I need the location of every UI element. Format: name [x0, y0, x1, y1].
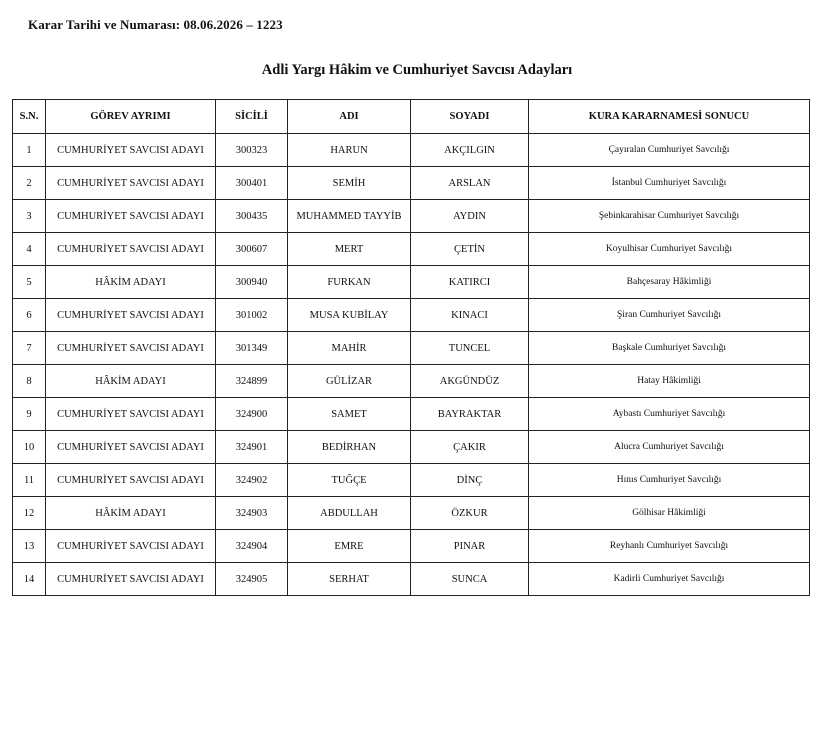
column-header-registry: SİCİLİ: [216, 100, 288, 134]
cell-registry: 300940: [216, 266, 288, 299]
cell-name: SEMİH: [288, 167, 411, 200]
table-row: [13, 530, 810, 563]
cell-sn: 4: [13, 233, 46, 266]
cell-name: EMRE: [288, 530, 411, 563]
cell-surname: ÇAKIR: [411, 431, 529, 464]
cell-registry: 324903: [216, 497, 288, 530]
cell-result: Başkale Cumhuriyet Savcılığı: [529, 332, 810, 365]
cell-registry: 324905: [216, 563, 288, 596]
cell-name: MERT: [288, 233, 411, 266]
cell-name: HARUN: [288, 134, 411, 167]
cell-sn: 5: [13, 266, 46, 299]
cell-registry: 324902: [216, 464, 288, 497]
table-row: [13, 464, 810, 497]
cell-name: MUHAMMED TAYYİB: [288, 200, 411, 233]
cell-sn: 9: [13, 398, 46, 431]
cell-surname: AKÇILGIN: [411, 134, 529, 167]
cell-surname: ÇETİN: [411, 233, 529, 266]
cell-duty: CUMHURİYET SAVCISI ADAYI: [46, 431, 216, 464]
cell-name: SAMET: [288, 398, 411, 431]
decision-date-number: Karar Tarihi ve Numarası: 08.06.2026 – 1223: [28, 17, 283, 32]
cell-registry: 300435: [216, 200, 288, 233]
cell-registry: 300401: [216, 167, 288, 200]
cell-registry: 324900: [216, 398, 288, 431]
table-row: [13, 563, 810, 596]
table-row: [13, 200, 810, 233]
cell-surname: ÖZKUR: [411, 497, 529, 530]
cell-name: GÜLİZAR: [288, 365, 411, 398]
cell-result: Çayıralan Cumhuriyet Savcılığı: [529, 134, 810, 167]
cell-sn: 3: [13, 200, 46, 233]
cell-name: FURKAN: [288, 266, 411, 299]
column-header-result: KURA KARARNAMESİ SONUCU: [529, 100, 810, 134]
cell-registry: 301002: [216, 299, 288, 332]
table-header-row: [13, 100, 810, 134]
cell-duty: CUMHURİYET SAVCISI ADAYI: [46, 233, 216, 266]
table-row: [13, 233, 810, 266]
cell-duty: CUMHURİYET SAVCISI ADAYI: [46, 299, 216, 332]
cell-name: SERHAT: [288, 563, 411, 596]
cell-result: Şiran Cumhuriyet Savcılığı: [529, 299, 810, 332]
cell-surname: SUNCA: [411, 563, 529, 596]
cell-surname: KINACI: [411, 299, 529, 332]
cell-name: ABDULLAH: [288, 497, 411, 530]
cell-surname: ARSLAN: [411, 167, 529, 200]
cell-surname: PINAR: [411, 530, 529, 563]
table-row: [13, 497, 810, 530]
cell-registry: 324899: [216, 365, 288, 398]
cell-surname: TUNCEL: [411, 332, 529, 365]
cell-sn: 2: [13, 167, 46, 200]
cell-result: Şebinkarahisar Cumhuriyet Savcılığı: [529, 200, 810, 233]
cell-surname: DİNÇ: [411, 464, 529, 497]
cell-name: TUĞÇE: [288, 464, 411, 497]
cell-registry: 301349: [216, 332, 288, 365]
cell-result: Hınıs Cumhuriyet Savcılığı: [529, 464, 810, 497]
column-header-duty: GÖREV AYRIMI: [46, 100, 216, 134]
cell-result: Gölhisar Hâkimliği: [529, 497, 810, 530]
cell-registry: 300607: [216, 233, 288, 266]
table-row: [13, 299, 810, 332]
cell-sn: 1: [13, 134, 46, 167]
cell-registry: 324904: [216, 530, 288, 563]
table-row: [13, 431, 810, 464]
cell-duty: HÂKİM ADAYI: [46, 497, 216, 530]
cell-duty: CUMHURİYET SAVCISI ADAYI: [46, 398, 216, 431]
document-title: Adli Yargı Hâkim ve Cumhuriyet Savcısı Adayları: [261, 62, 573, 78]
cell-surname: BAYRAKTAR: [411, 398, 529, 431]
cell-result: İstanbul Cumhuriyet Savcılığı: [529, 167, 810, 200]
table-row: [13, 134, 810, 167]
cell-sn: 7: [13, 332, 46, 365]
table-row: [13, 167, 810, 200]
cell-sn: 6: [13, 299, 46, 332]
cell-surname: KATIRCI: [411, 266, 529, 299]
table-row: [13, 365, 810, 398]
cell-sn: 13: [13, 530, 46, 563]
cell-result: Hatay Hâkimliği: [529, 365, 810, 398]
cell-sn: 11: [13, 464, 46, 497]
cell-name: BEDİRHAN: [288, 431, 411, 464]
cell-sn: 14: [13, 563, 46, 596]
cell-sn: 10: [13, 431, 46, 464]
cell-surname: AKGÜNDÜZ: [411, 365, 529, 398]
cell-result: Reyhanlı Cumhuriyet Savcılığı: [529, 530, 810, 563]
cell-name: MUSA KUBİLAY: [288, 299, 411, 332]
cell-result: Kadirli Cumhuriyet Savcılığı: [529, 563, 810, 596]
cell-duty: CUMHURİYET SAVCISI ADAYI: [46, 464, 216, 497]
cell-duty: HÂKİM ADAYI: [46, 365, 216, 398]
cell-registry: 324901: [216, 431, 288, 464]
table-row: [13, 266, 810, 299]
column-header-name: ADI: [288, 100, 411, 134]
cell-result: Alucra Cumhuriyet Savcılığı: [529, 431, 810, 464]
cell-result: Aybastı Cumhuriyet Savcılığı: [529, 398, 810, 431]
cell-sn: 8: [13, 365, 46, 398]
cell-result: Koyulhisar Cumhuriyet Savcılığı: [529, 233, 810, 266]
candidate-table: [12, 99, 810, 596]
cell-result: Bahçesaray Hâkimliği: [529, 266, 810, 299]
column-header-surname: SOYADI: [411, 100, 529, 134]
cell-surname: AYDIN: [411, 200, 529, 233]
cell-registry: 300323: [216, 134, 288, 167]
cell-duty: CUMHURİYET SAVCISI ADAYI: [46, 332, 216, 365]
cell-duty: CUMHURİYET SAVCISI ADAYI: [46, 200, 216, 233]
cell-name: MAHİR: [288, 332, 411, 365]
table-row: [13, 332, 810, 365]
table-row: [13, 398, 810, 431]
column-header-sn: S.N.: [13, 100, 46, 134]
cell-sn: 12: [13, 497, 46, 530]
cell-duty: CUMHURİYET SAVCISI ADAYI: [46, 563, 216, 596]
cell-duty: HÂKİM ADAYI: [46, 266, 216, 299]
cell-duty: CUMHURİYET SAVCISI ADAYI: [46, 134, 216, 167]
cell-duty: CUMHURİYET SAVCISI ADAYI: [46, 530, 216, 563]
cell-duty: CUMHURİYET SAVCISI ADAYI: [46, 167, 216, 200]
